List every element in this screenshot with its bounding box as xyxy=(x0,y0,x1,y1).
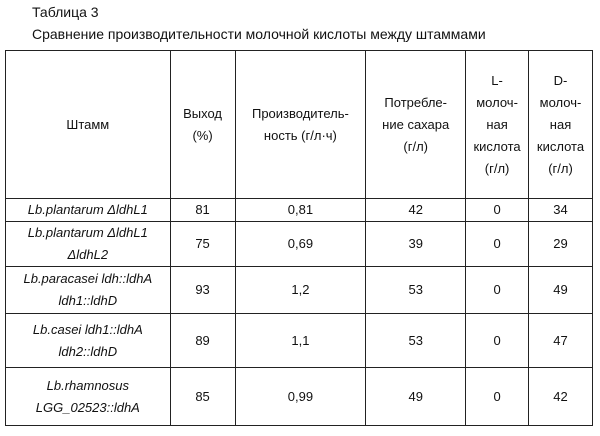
table-caption: Таблица 3 xyxy=(32,4,99,20)
cell-l-lactic: 0 xyxy=(466,314,529,368)
header-line: (г/л) xyxy=(484,160,510,176)
table-row xyxy=(6,199,593,222)
cell-yield: 93 xyxy=(170,267,235,314)
cell-sugar: 39 xyxy=(366,222,466,267)
comparison-table xyxy=(5,50,593,426)
cell-yield: 85 xyxy=(170,368,235,426)
header-row xyxy=(6,51,593,199)
strain-line: ΔldhL2 xyxy=(67,247,109,262)
table-row xyxy=(6,267,593,314)
cell-yield: 89 xyxy=(170,314,235,368)
strain-line: Lb.casei ldh1::ldhA xyxy=(32,321,143,337)
cell-d-lactic: 49 xyxy=(529,267,593,314)
header-line: D- xyxy=(553,72,568,88)
header-l-lactic xyxy=(466,51,529,199)
cell-strain xyxy=(6,368,171,426)
strain-line: Lb.rhamnosus xyxy=(46,377,130,393)
header-line: (г/л) xyxy=(403,138,429,154)
cell-sugar: 49 xyxy=(366,368,466,426)
cell-strain xyxy=(6,222,171,267)
header-line: Потребле- xyxy=(384,94,447,110)
header-line: молоч- xyxy=(476,94,518,110)
header-yield xyxy=(170,51,235,199)
strain-line: ldh2::ldhD xyxy=(58,343,118,359)
cell-l-lactic: 0 xyxy=(466,267,529,314)
header-productivity xyxy=(235,51,366,199)
header-line: Выход xyxy=(183,105,223,121)
strain-line: LGG_02523::ldhA xyxy=(35,399,140,415)
cell-sugar: 53 xyxy=(366,314,466,368)
header-line: кислота xyxy=(536,138,585,154)
header-line: (г/л) xyxy=(548,160,573,176)
cell-l-lactic: 0 xyxy=(466,199,529,222)
cell-sugar: 53 xyxy=(366,267,466,314)
table-row xyxy=(6,368,593,426)
cell-strain xyxy=(6,267,171,314)
header-line: кислота xyxy=(473,138,521,154)
cell-strain xyxy=(6,314,171,368)
cell-d-lactic: 34 xyxy=(529,199,593,222)
strain-line: Lb.plantarum ΔldhL1 xyxy=(27,202,148,217)
cell-l-lactic: 0 xyxy=(466,368,529,426)
cell-d-lactic: 29 xyxy=(529,222,593,267)
table-row xyxy=(6,222,593,267)
header-line: (%) xyxy=(192,127,213,143)
cell-sugar: 42 xyxy=(366,199,466,222)
header-line: ность (г/л·ч) xyxy=(263,127,337,143)
cell-productivity: 1,2 xyxy=(235,267,366,314)
cell-l-lactic: 0 xyxy=(466,222,529,267)
strain-line: Lb.plantarum ΔldhL1 xyxy=(27,225,148,240)
cell-d-lactic: 47 xyxy=(529,314,593,368)
header-line: ная xyxy=(486,116,508,132)
cell-yield: 75 xyxy=(170,222,235,267)
cell-strain xyxy=(6,199,171,222)
header-line: Производитель- xyxy=(251,105,349,121)
header-line: ная xyxy=(549,116,572,132)
cell-yield: 81 xyxy=(170,199,235,222)
table-row xyxy=(6,314,593,368)
cell-productivity: 1,1 xyxy=(235,314,366,368)
cell-d-lactic: 42 xyxy=(529,368,593,426)
header-line: молоч- xyxy=(539,94,582,110)
cell-productivity: 0,99 xyxy=(235,368,366,426)
strain-line: ldh1::ldhD xyxy=(58,293,118,308)
header-line: Штамм xyxy=(66,116,110,132)
header-line: ние сахара xyxy=(382,116,450,132)
strain-line: Lb.paracasei ldh::ldhA xyxy=(23,271,153,286)
cell-productivity: 0,69 xyxy=(235,222,366,267)
table-title: Сравнение производительности молочной кислоты между штаммами xyxy=(32,26,486,42)
header-d-lactic xyxy=(529,51,593,199)
header-line: L- xyxy=(491,72,503,88)
cell-productivity: 0,81 xyxy=(235,199,366,222)
header-sugar xyxy=(366,51,466,199)
header-strain xyxy=(6,51,171,199)
